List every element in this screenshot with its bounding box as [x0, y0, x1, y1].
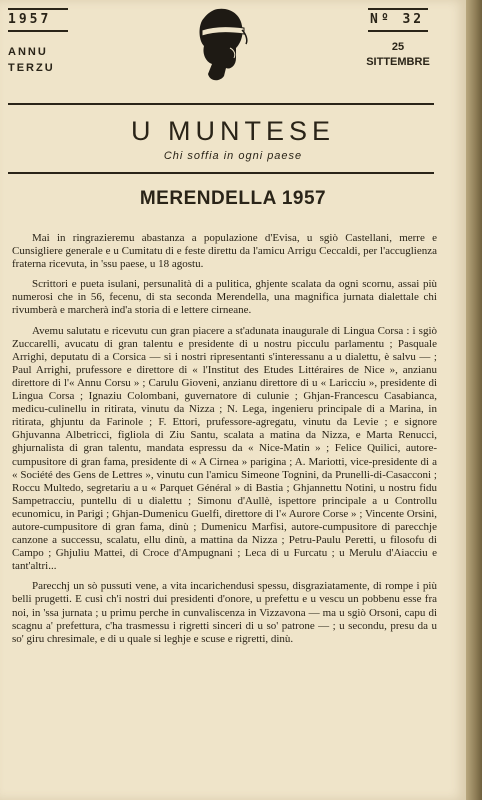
header-rule-mid-left: [8, 30, 68, 32]
header-issue: Nº 32: [370, 12, 425, 27]
article-paragraph-3: Avemu salutatu e ricevutu cun gran piacere a st'adunata inaugurale di Lingua Corsa : i sgiò Zuccarelli, avucatu di gran talentu e presidente di u nostru picculu parlamentu ; Pasquale Arrighi, deputatu di a Corsica — si i nostri ripresentanti s'interessanu a u dialettu, è salvu — ; Paul Arrighi, prufessore e direttore di « l'Institut des Etudes Littéraires de Nice », anzianu direttore di l'« Annu Corsu » ; Carulu Gioveni, anzianu direttore di u « Laricciu », presidente di Lingua Corsa ; Ignaziu Colombani, guvernatore di culunie ; Ghjan-Francescu Casabianca, medicu-culinellu in ritirata, vinutu da Nizza ; N. Lega, ingenieru principale di a Marina, in ritirata, ghjuntu da Farinole ; F. Ettori, prufessore-agregatu, vinutu da Levie ; e signore Ghjuvanna Albetricci, figliola di Ziu Santu, scalata a matina da Nizza, e Marta Renucci, ghjurnalista di gran talentu, mandata espressu da « Nice-Matin » ; Felice Quilici, autore-cumpusitore di gran fama, presidente di « A Cirnea » parigina ; A. Mariotti, vice-presidente di a « Société des Gens de Lettres », vinutu cun l'amicu Simeone Tognini, da Prunelli-di-Casacconi ; Roccu Multedo, segretariu a u « Parquet Général » di Bastia ; Ghjannettu Notini, u nostru fidu Sampetracciu, puntellu di u dialettu ; Simonu d'Aullè, ispettore principale a u Controllu ecunomicu, in Parigi ; Ghjan-Dumenicu Guelfi, direttore di l'« Aurore Corse » ; Vincente Orsini, autore-cumpusitore di gran fama, dinù ; Dumenicu Marfisi, autore-cumpusitore di parecchje canzone a successu, scalatu, ellu dinù, a mattina da Nizza ; Petru-Paulu Peretti, u filosofu di Campo ; Ghjuliu Mattei, di Croce d'Ampugnani ; Leca di u Furcatu ; u Merulu d'Aiacciu e tant'altri...: [12, 324, 437, 573]
article-paragraph-1: Mai in ringrazieremu abastanza a populazione d'Evisa, u sgiò Castellani, merre e Cunsigliere generale e u Cumitatu di e feste direttu da l'amicu Arrigu Ceccaldi, per l'accuglienza fraterna ricevuta, in 'ssu paese, u 18 agostu.: [12, 232, 437, 271]
article-body: [12, 232, 437, 653]
article-paragraph-4: Parecchj un sò pussuti vene, a vita incarichendusi spessu, disgraziatamente, di rompe i più belli prugetti. E cusì ch'i nostri dui presidenti d'onore, u prefettu e u vescu un pobbenu esse fra noi, in 'ssa jurnata ; u primu perche in cunvaliscenza in Vizzavona — ma u sgiò Orsoni, capu di scagnu a' prefettura, c'ha trasmessu i rigretti sinceri di u so' patrone — ; u secondu, presu da u so' giru chresimale, e di u quale si leghje e scuse e rigretti, dinù.: [12, 580, 437, 645]
header-rule-mid-right: [368, 30, 428, 32]
header-year: 1957: [8, 12, 52, 27]
article-paragraph-2: Scrittori e pueta isulani, persunalità di a pulitica, ghjente scalata da ogni scornu, assai più numerosi che in 56, fecenu, di sta seconda Merendella, una magnifica jurnata dialettale chi rivumberà e marcherà ind'a storia di e lettere cirneane.: [12, 278, 437, 317]
header-date-month: SITTEMBRE: [366, 56, 430, 68]
header-date-day: 25: [391, 41, 405, 53]
masthead-tagline: Chi soffia in ogni paese: [163, 150, 303, 162]
header-annu-line2: TERZU: [8, 62, 55, 74]
article-heading: MERENDELLA 1957: [139, 188, 327, 209]
header-annu-line1: ANNU: [8, 46, 48, 58]
header-rule-top-right: [368, 8, 428, 10]
moor-head-emblem: [190, 4, 250, 84]
masthead-rule-top: [8, 103, 434, 105]
header-rule-top-left: [8, 8, 68, 10]
masthead-title: U MUNTESE: [130, 116, 335, 146]
header-annu: [8, 44, 55, 76]
masthead-rule-bottom: [8, 172, 434, 174]
header-date: [362, 40, 434, 70]
binding-spine: [466, 0, 482, 800]
